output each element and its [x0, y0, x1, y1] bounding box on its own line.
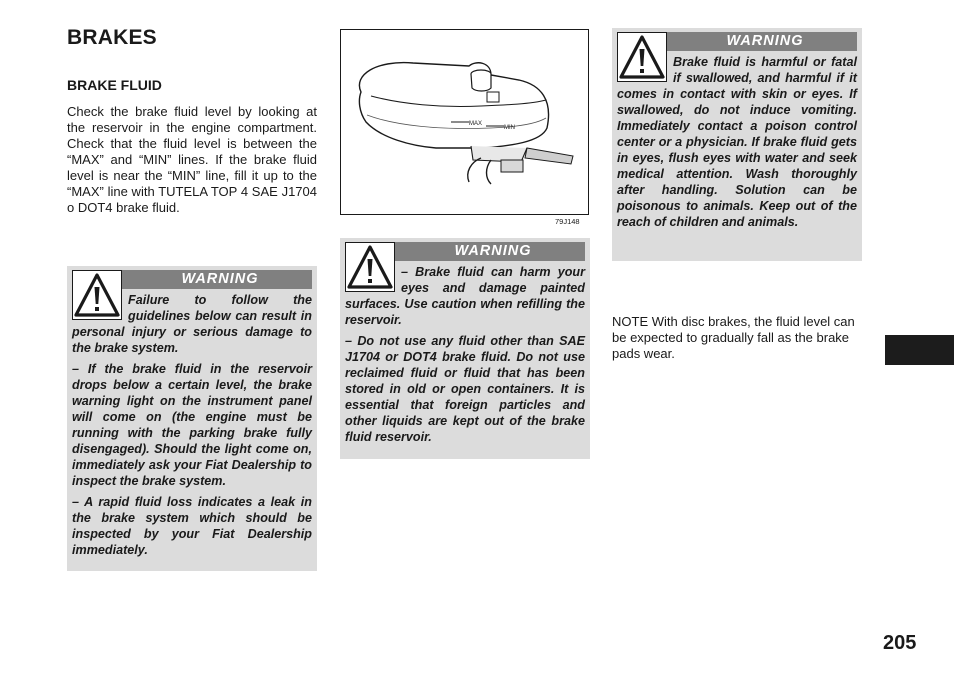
warning-title: WARNING — [345, 242, 585, 261]
max-label: MAX — [469, 121, 483, 127]
warning-paragraph: – Do not use any fluid other than SAE J1704 or DOT4 brake fluid. Do not use reclaimed fluid or fluid that has been stored in old or open containers. It is essential that foreign particles and other liquids are kept out of the brake fluid reservoir. — [345, 334, 585, 444]
note-paragraph: NOTE With disc brakes, the fluid level can be expected to gradually fall as the brake pads wear. — [612, 314, 855, 361]
warning-box-failure — [67, 266, 317, 571]
warning-paragraph: Brake fluid is harmful or fatal if swallowed, and harmful if it comes in contact with skin or eyes. If swallowed, do not induce vomiting. Immediately contact a poison control center or a physician. If brake fluid gets in eyes, flush eyes with water and seek medical attention. Wash thoroughly after handling. Solution can be poisonous to animals. Keep out of the reach of children and animals. — [617, 55, 857, 229]
warning-box-swallowed — [612, 28, 862, 261]
warning-title: WARNING — [617, 32, 857, 51]
section-title: BRAKE FLUID — [67, 77, 162, 93]
warning-triangle-icon — [72, 270, 122, 320]
intro-paragraph: Check the brake fluid level by looking at the reservoir in the engine compartment. Check that the fluid level is between the “MAX” and “MIN” lines. If the brake fluid level is near the “MIN” line, fill it up to the “MAX” line with TUTELA TOP 4 SAE J1704 o DOT4 brake fluid. — [67, 104, 317, 215]
warning-paragraph: – A rapid fluid loss indicates a leak in the brake system which should be inspected by your Fiat Dealership immediately. — [72, 495, 312, 557]
page-title: BRAKES — [67, 26, 157, 49]
warning-triangle-icon — [617, 32, 667, 82]
warning-paragraph: – If the brake fluid in the reservoir drops below a certain level, the brake warning light on the instrument panel will come on (the engine must be running with the parking brake fully disengaged). Should the light come on, immediately ask your Fiat Dealership to inspect the brake system. — [72, 362, 312, 488]
warning-paragraph: Failure to follow the guidelines below can result in personal injury or serious damage to the brake system. — [72, 293, 312, 355]
figure-code: 79J148 — [555, 217, 580, 226]
brake-fluid-reservoir-illustration — [340, 29, 589, 215]
warning-triangle-icon — [345, 242, 395, 292]
min-label: MIN — [504, 125, 515, 131]
section-tab-marker — [885, 335, 954, 365]
warning-title: WARNING — [72, 270, 312, 289]
warning-paragraph: – Brake fluid can harm your eyes and damage painted surfaces. Use caution when refilling the reservoir. — [345, 265, 585, 327]
warning-box-eyes — [340, 238, 590, 459]
page-number: 205 — [883, 632, 917, 654]
